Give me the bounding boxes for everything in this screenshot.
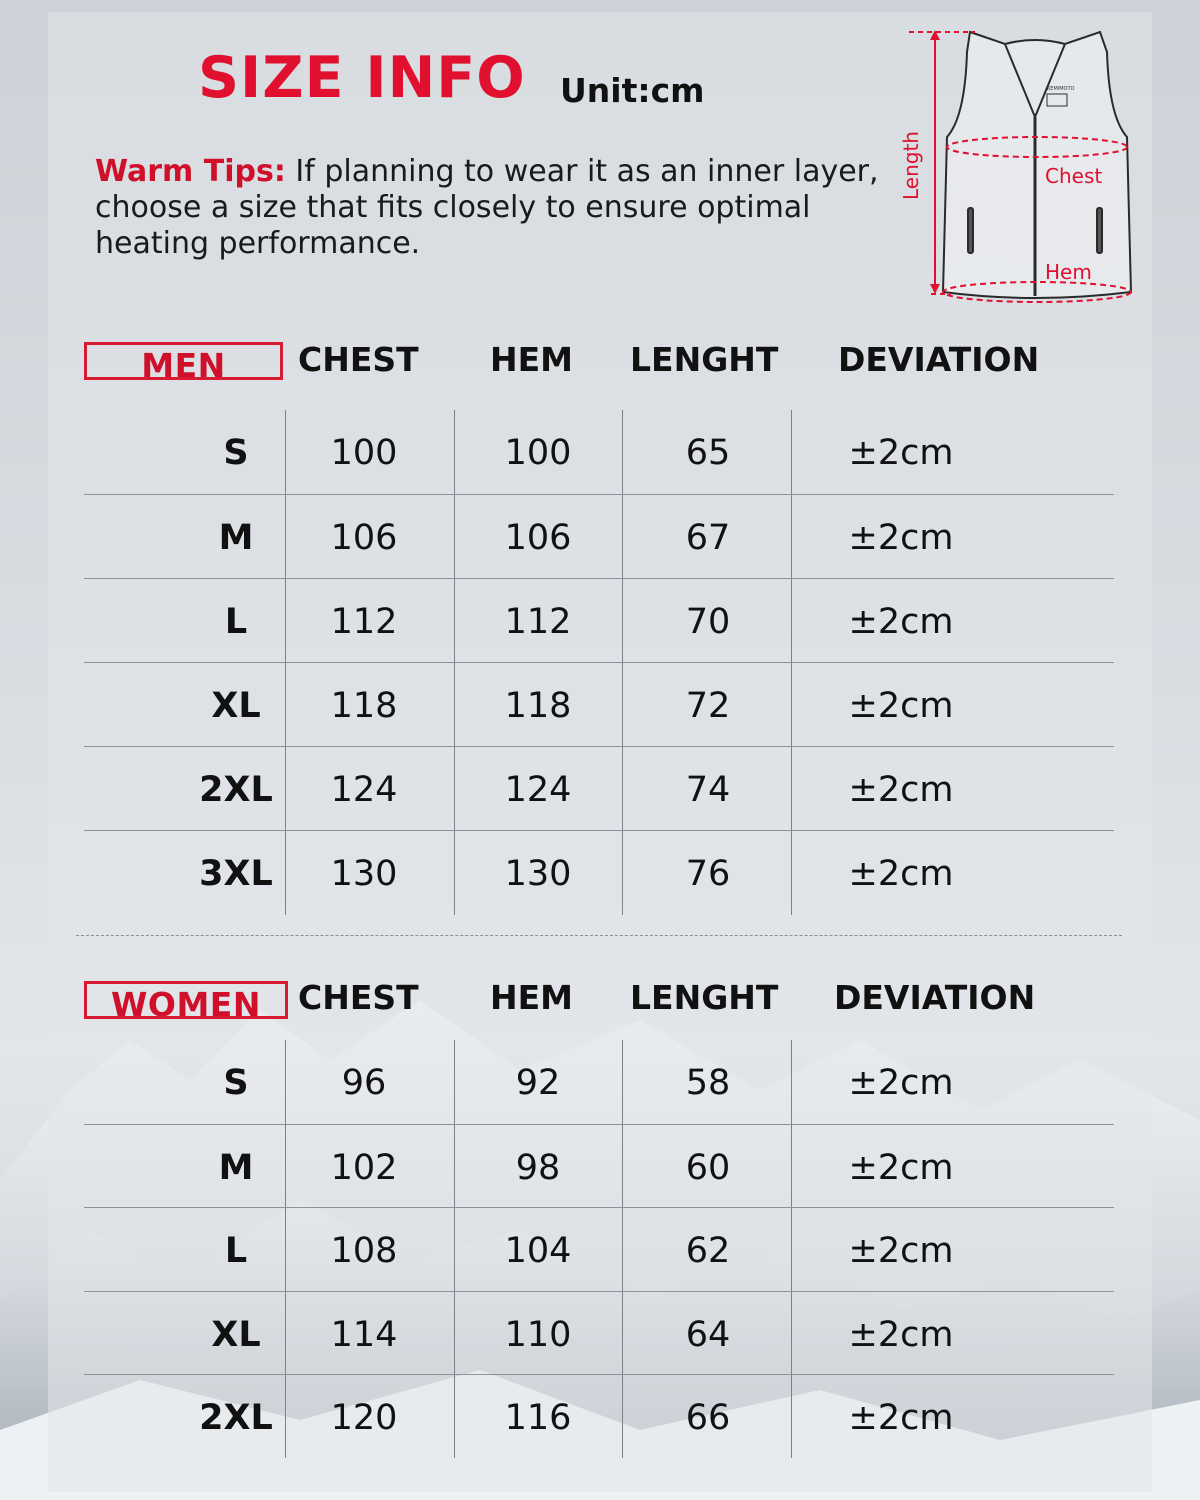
cell-deviation: ±2cm	[848, 1147, 954, 1188]
cell-chest: 106	[330, 518, 398, 558]
men-col-chest: CHEST	[298, 340, 419, 379]
cell-hem: 116	[504, 1398, 572, 1438]
cell-deviation: ±2cm	[848, 1063, 954, 1103]
warm-tips-label: Warm Tips:	[95, 154, 286, 189]
women-label: WOMEN	[84, 981, 288, 1019]
men-label: MEN	[84, 342, 283, 380]
cell-chest: 112	[330, 602, 398, 642]
chest-label: Chest	[1045, 164, 1103, 188]
cell-size: S	[223, 1063, 249, 1103]
table-row	[84, 662, 1114, 747]
women-col-chest: CHEST	[298, 978, 419, 1017]
cell-length: 72	[685, 686, 731, 726]
cell-deviation: ±2cm	[848, 433, 954, 473]
cell-deviation: ±2cm	[848, 1314, 954, 1355]
cell-size: 2XL	[199, 1398, 273, 1438]
cell-size: L	[224, 1231, 248, 1271]
cell-deviation: ±2cm	[848, 518, 954, 558]
table-row	[84, 1291, 1114, 1376]
cell-size: L	[224, 602, 248, 642]
page-title: SIZE INFO	[198, 45, 526, 111]
cell-size: S	[223, 433, 249, 473]
cell-chest: 124	[330, 770, 398, 810]
cell-length: 67	[685, 518, 731, 558]
cell-length: 64	[685, 1314, 731, 1355]
cell-chest: 102	[330, 1147, 398, 1188]
vest-brand-mark: KEMIMOTO	[1047, 86, 1075, 92]
table-row	[84, 1124, 1114, 1209]
cell-size: M	[218, 1147, 254, 1188]
table-row	[84, 578, 1114, 663]
cell-deviation: ±2cm	[848, 854, 954, 894]
cell-length: 58	[685, 1063, 731, 1103]
cell-length: 66	[685, 1398, 731, 1438]
cell-hem: 104	[504, 1231, 572, 1271]
men-col-hem: HEM	[490, 340, 573, 379]
men-col-length: LENGHT	[630, 340, 779, 379]
cell-size: XL	[211, 1314, 261, 1355]
vest-icon	[943, 32, 1131, 298]
cell-deviation: ±2cm	[848, 602, 954, 642]
table-row	[84, 410, 1114, 494]
table-row	[84, 830, 1114, 915]
cell-hem: 92	[515, 1063, 561, 1103]
table-row	[84, 1040, 1114, 1124]
table-row	[84, 1207, 1114, 1292]
cell-chest: 100	[330, 433, 398, 473]
section-divider	[76, 935, 1122, 936]
cell-deviation: ±2cm	[848, 1398, 954, 1438]
cell-deviation: ±2cm	[848, 770, 954, 810]
cell-hem: 112	[504, 602, 572, 642]
table-row	[84, 1374, 1114, 1459]
cell-size: 3XL	[199, 854, 273, 894]
cell-size: 2XL	[199, 770, 273, 810]
cell-hem: 100	[504, 433, 572, 473]
table-row	[84, 494, 1114, 579]
cell-length: 65	[685, 433, 731, 473]
cell-size: M	[218, 518, 254, 558]
men-col-deviation: DEVIATION	[838, 340, 1040, 379]
cell-length: 76	[685, 854, 731, 894]
warm-tips-text: If planning to wear it as an inner layer, choose a size that fits closely to ensure optimal heating performance.	[95, 154, 879, 261]
cell-length: 62	[685, 1231, 731, 1271]
cell-hem: 110	[504, 1314, 572, 1355]
cell-length: 74	[685, 770, 731, 810]
women-col-hem: HEM	[490, 978, 573, 1017]
warm-tips	[95, 154, 885, 262]
women-col-deviation: DEVIATION	[834, 978, 1036, 1017]
hem-label: Hem	[1045, 260, 1092, 284]
cell-length: 70	[685, 602, 731, 642]
cell-hem: 98	[515, 1147, 561, 1188]
cell-chest: 120	[330, 1398, 398, 1438]
cell-chest: 118	[330, 686, 398, 726]
vest-measurement-diagram	[895, 22, 1165, 312]
cell-size: XL	[211, 686, 261, 726]
cell-hem: 118	[504, 686, 572, 726]
cell-chest: 108	[330, 1231, 398, 1271]
cell-chest: 96	[341, 1063, 387, 1103]
cell-length: 60	[685, 1147, 731, 1188]
cell-hem: 106	[504, 518, 572, 558]
table-row	[84, 746, 1114, 831]
cell-chest: 130	[330, 854, 398, 894]
cell-deviation: ±2cm	[848, 686, 954, 726]
cell-hem: 130	[504, 854, 572, 894]
women-col-length: LENGHT	[630, 978, 779, 1017]
cell-deviation: ±2cm	[848, 1231, 954, 1271]
length-label: Length	[899, 131, 923, 200]
unit-label: Unit:cm	[560, 71, 705, 110]
cell-hem: 124	[504, 770, 572, 810]
cell-chest: 114	[330, 1314, 398, 1355]
